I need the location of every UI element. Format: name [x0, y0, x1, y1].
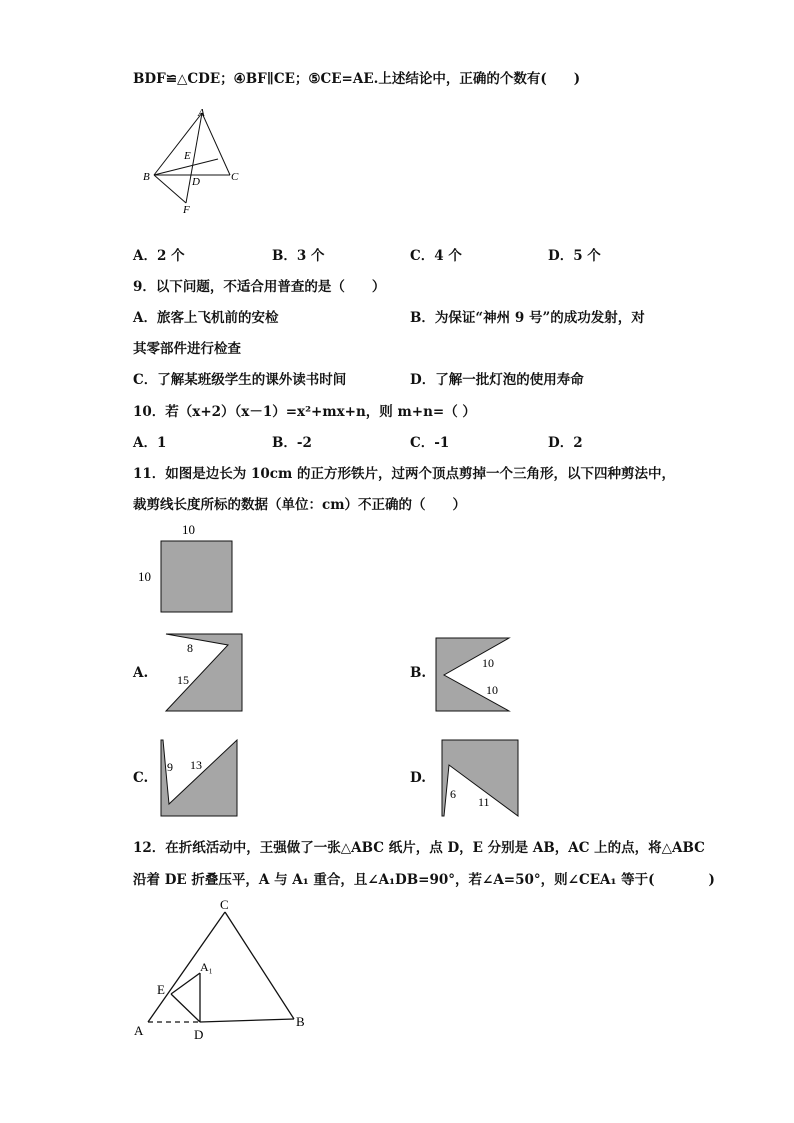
q11-option-b-figure[interactable]	[430, 632, 520, 717]
q11-option-c-letter[interactable]: C.	[133, 770, 149, 786]
q10-option-c[interactable]: C．-1	[410, 435, 450, 451]
q11-stem-line2: 裁剪线长度所标的数据（单位：cm）不正确的（ ）	[133, 497, 467, 513]
q9-stem: 9．以下问题，不适合用普查的是（ ）	[133, 279, 386, 295]
q11-option-a-n2: 15	[177, 673, 189, 687]
q8-label-f: F	[183, 204, 190, 215]
q8-statement-line: BDF≌△CDE；④BF∥CE；⑤CE=AE.上述结论中，正确的个数有( )	[133, 71, 581, 87]
q12-label-c: C	[220, 897, 229, 912]
q10-stem: 10．若（x+2）（x－1）=x²+mx+n，则 m+n=（ ）	[133, 404, 476, 420]
q11-option-b-n2: 10	[486, 683, 498, 697]
q11-option-d-letter[interactable]: D.	[410, 770, 426, 786]
q8-label-c: C	[231, 171, 239, 183]
q11-stem-line1: 11．如图是边长为 10cm 的正方形铁片，过两个顶点剪掉一个三角形，以下四种剪法中，	[133, 466, 675, 482]
q10-option-d[interactable]: D．2	[548, 435, 583, 451]
q11-option-a-letter[interactable]: A.	[133, 665, 149, 681]
q8-option-b[interactable]: B．3 个	[272, 248, 325, 264]
q12-label-e: E	[157, 982, 165, 997]
q8-option-c[interactable]: C．4 个	[410, 248, 462, 264]
q11-option-b-n1: 10	[482, 656, 494, 670]
q10-option-a[interactable]: A．1	[133, 435, 167, 451]
q11-option-d-n1: 6	[450, 787, 456, 801]
q11-option-c-figure[interactable]	[155, 734, 245, 822]
q9-option-c[interactable]: C．了解某班级学生的课外读书时间	[133, 372, 347, 388]
q11-option-c-n2: 13	[190, 758, 202, 772]
q8-option-d[interactable]: D．5 个	[548, 248, 601, 264]
q12-stem-line1: 12．在折纸活动中，王强做了一张△ABC 纸片，点 D，E 分别是 AB，AC 上的点，将△ABC	[133, 840, 705, 856]
q8-option-a[interactable]: A．2 个	[133, 248, 185, 264]
q9-option-b-continuation: 其零部件进行检查	[133, 341, 241, 357]
q10-option-b[interactable]: B．-2	[272, 435, 312, 451]
q12-label-a1: A₁	[200, 960, 213, 974]
q11-option-c-n1: 9	[167, 760, 173, 774]
q11-square-figure	[135, 518, 245, 618]
q9-option-d[interactable]: D．了解一批灯泡的使用寿命	[410, 372, 584, 388]
q11-option-d-figure[interactable]	[436, 734, 526, 822]
q8-label-b: B	[143, 171, 150, 183]
q8-label-e: E	[184, 150, 191, 162]
q12-label-b: B	[296, 1014, 305, 1029]
q12-triangle-figure	[128, 895, 328, 1045]
q9-option-b[interactable]: B．为保证“神州 9 号”的成功发射，对	[410, 310, 645, 326]
q11-option-b-letter[interactable]: B.	[410, 665, 427, 681]
q11-square-top-label: 10	[182, 522, 195, 537]
q11-option-d-n2: 11	[478, 795, 490, 809]
q8-label-d: D	[192, 176, 200, 188]
q9-option-a[interactable]: A．旅客上飞机前的安检	[133, 310, 279, 326]
q12-label-d: D	[194, 1027, 204, 1042]
q12-label-a: A	[134, 1023, 144, 1038]
q11-option-a-figure[interactable]	[160, 628, 250, 718]
q11-option-a-n1: 8	[187, 641, 193, 655]
q8-label-a: A	[198, 107, 205, 119]
q11-square-left-label: 10	[138, 569, 151, 584]
q8-triangle-figure	[140, 105, 250, 215]
q12-stem-line2: 沿着 DE 折叠压平，A 与 A₁ 重合，且∠A₁DB=90°，若∠A=50°，则∠CEA₁ 等于( )	[133, 872, 715, 888]
